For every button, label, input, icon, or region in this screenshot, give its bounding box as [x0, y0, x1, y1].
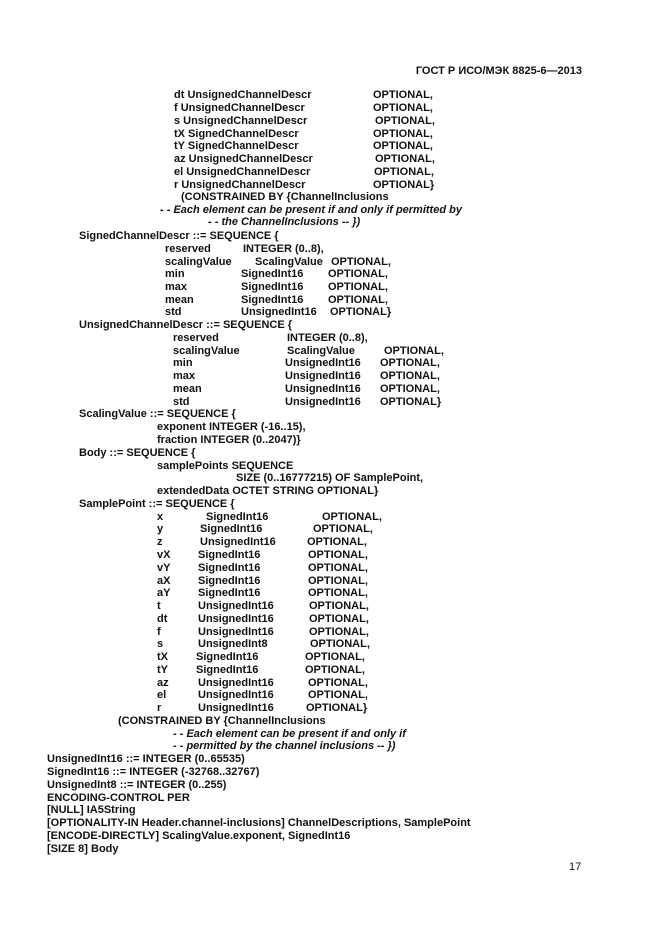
code-line-44-col-0: tX	[157, 651, 168, 663]
code-line-16-col-2: OPTIONAL,	[328, 294, 388, 306]
code-line-16-col-0: mean	[165, 294, 194, 306]
code-line-34-col-1: SignedInt16	[200, 523, 263, 535]
code-line-38-col-0: aX	[157, 575, 171, 587]
code-line-17-col-0: std	[165, 306, 182, 318]
code-line-6-col-0: el UnsignedChannelDescr	[174, 166, 311, 178]
code-line-36-col-1: SignedInt16	[198, 549, 261, 561]
code-line-12-col-0: reserved	[165, 243, 211, 255]
code-line-59: [SIZE 8] Body	[47, 843, 119, 855]
code-line-14-col-1: SignedInt16	[241, 268, 304, 280]
code-line-35-col-2: OPTIONAL,	[307, 536, 367, 548]
code-line-21-col-1: UnsignedInt16	[285, 357, 361, 369]
code-line-46-col-1: UnsignedInt16	[198, 677, 274, 689]
code-line-15-col-2: OPTIONAL,	[328, 281, 388, 293]
code-line-17-col-2: OPTIONAL}	[330, 306, 392, 318]
code-line-13-col-0: scalingValue	[165, 256, 232, 268]
code-line-16-col-1: SignedInt16	[241, 294, 304, 306]
code-line-14-col-0: min	[165, 268, 185, 280]
code-line-48-col-0: r	[157, 702, 162, 714]
code-line-52: UnsignedInt16 ::= INTEGER (0..65535)	[47, 753, 245, 765]
code-line-3-col-1: OPTIONAL,	[373, 128, 433, 140]
code-line-37-col-2: OPTIONAL,	[308, 562, 368, 574]
code-line-4-col-0: tY SignedChannelDescr	[174, 140, 299, 152]
code-line-15-col-1: SignedInt16	[241, 281, 304, 293]
code-line-17-col-1: UnsignedInt16	[241, 306, 317, 318]
code-line-51: - - permitted by the channel inclusions -- })	[173, 740, 396, 752]
code-line-53: SignedInt16 ::= INTEGER (-32768..32767)	[47, 766, 260, 778]
code-line-5-col-1: OPTIONAL,	[375, 153, 435, 165]
code-line-36-col-0: vX	[157, 549, 171, 561]
code-line-39-col-2: OPTIONAL,	[308, 587, 368, 599]
code-line-13-col-2: OPTIONAL,	[331, 256, 391, 268]
code-line-44-col-2: OPTIONAL,	[305, 651, 365, 663]
code-line-1-col-0: f UnsignedChannelDescr	[174, 102, 305, 114]
running-header: ГОСТ Р ИСО/МЭК 8825-6—2013	[415, 65, 582, 77]
code-line-22-col-2: OPTIONAL,	[380, 370, 440, 382]
code-line-38-col-2: OPTIONAL,	[308, 575, 368, 587]
code-line-24-col-2: OPTIONAL}	[380, 396, 442, 408]
code-line-40-col-0: t	[157, 600, 161, 612]
code-line-33-col-1: SignedInt16	[206, 511, 269, 523]
code-line-36-col-2: OPTIONAL,	[308, 549, 368, 561]
code-line-2-col-1: OPTIONAL,	[375, 115, 435, 127]
code-line-24-col-1: UnsignedInt16	[285, 396, 361, 408]
code-line-38-col-1: SignedInt16	[198, 575, 261, 587]
code-line-40-col-1: UnsignedInt16	[198, 600, 274, 612]
code-line-7-col-1: OPTIONAL}	[373, 179, 435, 191]
code-line-20-col-0: scalingValue	[173, 345, 240, 357]
code-line-47-col-0: el	[157, 689, 167, 701]
code-line-15-col-0: max	[165, 281, 188, 293]
code-line-34-col-0: y	[157, 523, 164, 535]
code-line-45-col-2: OPTIONAL,	[305, 664, 365, 676]
code-line-19-col-1: INTEGER (0..8),	[287, 332, 368, 344]
code-line-28: Body ::= SEQUENCE {	[79, 447, 196, 459]
code-line-12-col-1: INTEGER (0..8),	[243, 243, 324, 255]
code-line-14-col-2: OPTIONAL,	[328, 268, 388, 280]
code-line-48-col-2: OPTIONAL}	[306, 702, 368, 714]
code-line-8: (CONSTRAINED BY {ChannelInclusions	[181, 191, 389, 203]
code-line-39-col-1: SignedInt16	[198, 587, 261, 599]
code-line-24-col-0: std	[173, 396, 190, 408]
code-line-45-col-1: SignedInt16	[196, 664, 259, 676]
code-line-11: SignedChannelDescr ::= SEQUENCE {	[79, 230, 279, 242]
code-line-23-col-1: UnsignedInt16	[285, 383, 361, 395]
page-number: 17	[569, 861, 582, 873]
code-line-20-col-1: ScalingValue	[287, 345, 355, 357]
code-line-42-col-0: f	[157, 626, 161, 638]
code-line-26: exponent INTEGER (-16..15),	[157, 421, 306, 433]
code-line-20-col-2: OPTIONAL,	[384, 345, 444, 357]
code-line-46-col-2: OPTIONAL,	[308, 677, 368, 689]
code-line-42-col-1: UnsignedInt16	[198, 626, 274, 638]
code-line-22-col-0: max	[173, 370, 196, 382]
code-line-44-col-1: SignedInt16	[196, 651, 259, 663]
code-line-29: samplePoints SEQUENCE	[157, 460, 294, 472]
code-line-37-col-0: vY	[157, 562, 171, 574]
code-line-6-col-1: OPTIONAL,	[374, 166, 434, 178]
code-line-21-col-0: min	[173, 357, 193, 369]
code-line-41-col-1: UnsignedInt16	[198, 613, 274, 625]
code-line-55: ENCODING-CONTROL PER	[47, 792, 190, 804]
code-line-43-col-0: s	[157, 638, 164, 650]
code-line-40-col-2: OPTIONAL,	[309, 600, 369, 612]
code-line-37-col-1: SignedInt16	[198, 562, 261, 574]
code-line-35-col-0: z	[157, 536, 163, 548]
code-line-41-col-0: dt	[157, 613, 168, 625]
code-line-18: UnsignedChannelDescr ::= SEQUENCE {	[79, 319, 293, 331]
code-line-4-col-1: OPTIONAL,	[373, 140, 433, 152]
code-line-22-col-1: UnsignedInt16	[285, 370, 361, 382]
code-line-45-col-0: tY	[157, 664, 168, 676]
code-line-33-col-2: OPTIONAL,	[322, 511, 382, 523]
code-line-7-col-0: r UnsignedChannelDescr	[174, 179, 306, 191]
code-line-31: extendedData OCTET STRING OPTIONAL}	[157, 485, 379, 497]
code-line-30: SIZE (0..16777215) OF SamplePoint,	[236, 472, 424, 484]
code-line-48-col-1: UnsignedInt16	[198, 702, 274, 714]
code-line-43-col-1: UnsignedInt8	[198, 638, 268, 650]
code-line-2-col-0: s UnsignedChannelDescr	[174, 115, 308, 127]
code-line-54: UnsignedInt8 ::= INTEGER (0..255)	[47, 779, 227, 791]
code-line-23-col-2: OPTIONAL,	[380, 383, 440, 395]
code-line-25: ScalingValue ::= SEQUENCE {	[79, 408, 236, 420]
code-line-49: (CONSTRAINED BY {ChannelInclusions	[118, 715, 326, 727]
code-line-50: - - Each element can be present if and only if	[173, 728, 406, 740]
code-line-3-col-0: tX SignedChannelDescr	[174, 128, 299, 140]
code-line-21-col-2: OPTIONAL,	[380, 357, 440, 369]
code-line-13-col-1: ScalingValue	[255, 256, 323, 268]
code-line-46-col-0: az	[157, 677, 169, 689]
code-line-32: SamplePoint ::= SEQUENCE {	[79, 498, 235, 510]
code-line-0-col-0: dt UnsignedChannelDescr	[174, 89, 312, 101]
code-line-10: - - the ChannelInclusions -- })	[208, 216, 361, 228]
code-line-58: [ENCODE-DIRECTLY] ScalingValue.exponent, SignedInt16	[47, 830, 351, 842]
code-line-0-col-1: OPTIONAL,	[373, 89, 433, 101]
code-line-19-col-0: reserved	[173, 332, 219, 344]
code-line-39-col-0: aY	[157, 587, 171, 599]
code-line-56: [NULL] IA5String	[47, 804, 136, 816]
code-line-35-col-1: UnsignedInt16	[200, 536, 276, 548]
code-line-1-col-1: OPTIONAL,	[373, 102, 433, 114]
code-line-57: [OPTIONALITY-IN Header.channel-inclusions] ChannelDescriptions, SamplePoint	[47, 817, 471, 829]
code-line-41-col-2: OPTIONAL,	[309, 613, 369, 625]
code-line-34-col-2: OPTIONAL,	[313, 523, 373, 535]
code-line-42-col-2: OPTIONAL,	[309, 626, 369, 638]
code-line-23-col-0: mean	[173, 383, 202, 395]
code-line-27: fraction INTEGER (0..2047)}	[157, 434, 301, 446]
code-line-33-col-0: x	[157, 511, 164, 523]
code-line-9: - - Each element can be present if and only if permitted by	[160, 204, 462, 216]
code-line-5-col-0: az UnsignedChannelDescr	[174, 153, 313, 165]
code-line-43-col-2: OPTIONAL,	[310, 638, 370, 650]
code-line-47-col-2: OPTIONAL,	[308, 689, 368, 701]
code-line-47-col-1: UnsignedInt16	[198, 689, 274, 701]
